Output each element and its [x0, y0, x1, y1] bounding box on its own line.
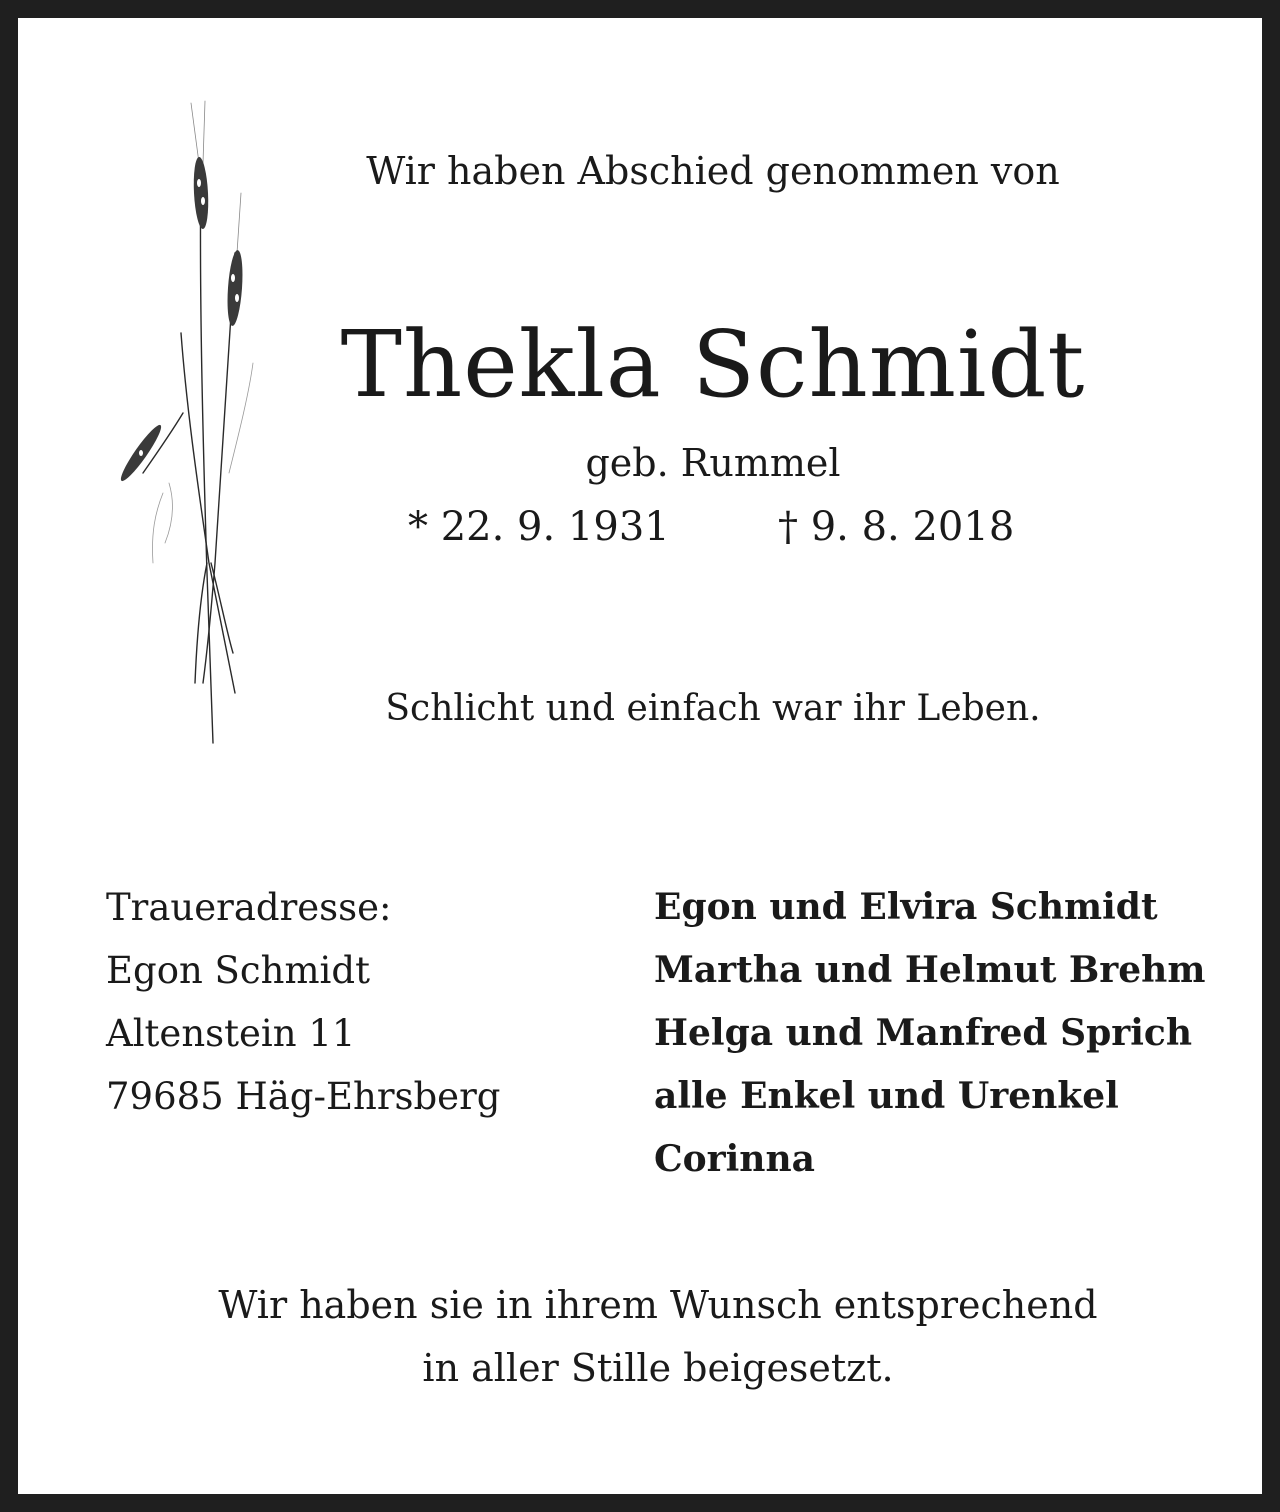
mourner-line: Helga und Manfred Sprich — [654, 1012, 1192, 1054]
maiden-name: geb. Rummel — [585, 441, 841, 485]
address-line: Traueradresse: — [106, 886, 392, 929]
birth-date: * 22. 9. 1931 — [408, 504, 670, 550]
closing-line: Wir haben sie in ihrem Wunsch entsprechend — [218, 1283, 1098, 1327]
mourner-line: alle Enkel und Urenkel — [654, 1075, 1119, 1117]
deceased-name: Thekla Schmidt — [340, 311, 1086, 418]
address-line: 79685 Häg-Ehrsberg — [106, 1075, 501, 1118]
mourning-address — [106, 876, 500, 1128]
closing-statement — [18, 1274, 1280, 1400]
death-date: † 9. 8. 2018 — [778, 504, 1015, 550]
mourners-list — [654, 876, 1205, 1191]
address-line: Altenstein 11 — [106, 1012, 356, 1055]
wheat-stalks-icon — [103, 93, 273, 753]
mourner-line: Corinna — [654, 1138, 815, 1180]
closing-line: in aller Stille beigesetzt. — [422, 1346, 894, 1390]
mourner-line: Martha und Helmut Brehm — [654, 949, 1206, 991]
mourner-line: Egon und Elvira Schmidt — [654, 886, 1158, 928]
address-line: Egon Schmidt — [106, 949, 370, 992]
motto-text: Schlicht und einfach war ihr Leben. — [385, 688, 1041, 729]
intro-text: Wir haben Abschied genommen von — [366, 149, 1060, 193]
